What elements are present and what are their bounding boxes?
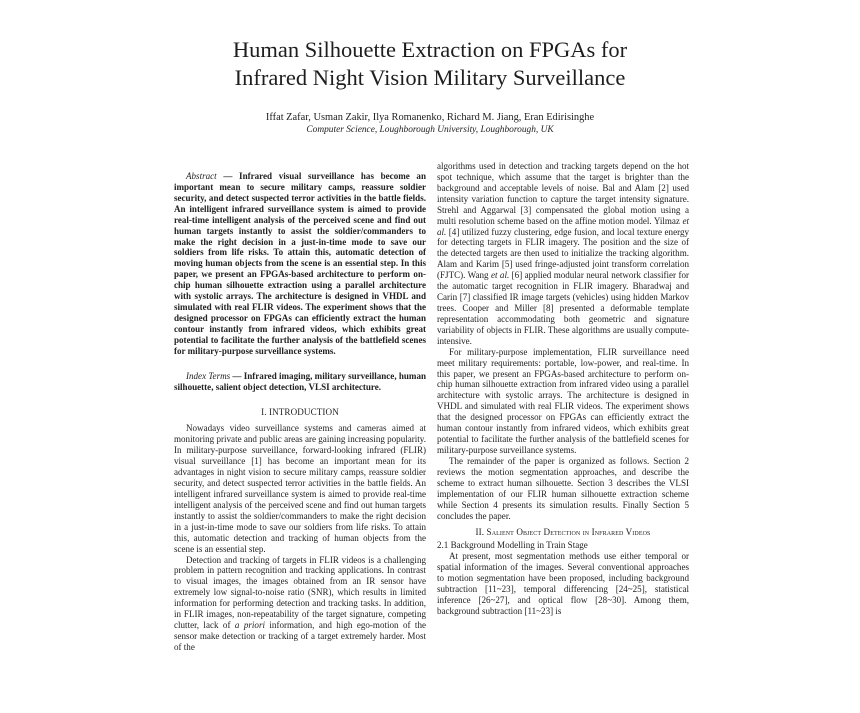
section-heading-introduction: I. INTRODUCTION — [261, 406, 339, 417]
right-column — [437, 161, 689, 617]
abstract-text: Infrared visual surveillance has become an important mean to secure military camps, reassure soldier security, and detect suspected terror activities in the battle fields. An intelligent infrared surveillance system is aimed to provide real-time intelligent analysis of the perceived scene and find out human targets instantly to assist the soldier/commanders to make the right decision in a just-in-time mode to save our soldiers from life risks. To attain this, automatic detection of moving human objects from the scene is an essential step. In this paper, we present an FPGAs-based architecture to perform on-chip human silhouette extraction using a parallel architecture with systolic arrays. The architecture is designed in VHDL and simulated with real FLIR videos. The experiment shows that the designed processor on FPGAs can efficiently extract the human contour instantly from infrared videos, which exhibits great potential to facilitate the further analysis of the battlefield scenes for military-purpose surveillance systems. — [174, 171, 426, 356]
index-terms — [174, 371, 426, 393]
paper-title — [150, 36, 710, 92]
subsection-heading-background-modelling: 2.1 Background Modelling in Train Stage — [437, 540, 588, 551]
intro-paragraph-2: Detection and tracking of targets in FLIR videos is a challenging problem in pattern recognition and tracking applications. In contrast to visual images, the images obtained from an IR sensor have extremely low signal-to-noise ratio (SNR), which results in limited information for performing detection and tracking tasks. In addition, in FLIR images, non-repeatability of the target signature, competing clutter, lack of a priori information, and high ego-motion of the sensor make detection or tracking of a target extremely harder. Most of the — [174, 554, 426, 652]
left-column — [174, 171, 426, 653]
section-heading-salient-object-detection: II. Salient Object Detection in Infrared Videos — [475, 527, 651, 538]
abstract-dash: — — [216, 171, 240, 181]
author-list: Iffat Zafar, Usman Zakir, Ilya Romanenko, Richard M. Jiang, Eran Edirisinghe — [265, 112, 595, 123]
abstract — [174, 171, 426, 357]
contribution-paragraph: For military-purpose implementation, FLIR surveillance need meet military requirements: portable, low-power, and real-time. In this paper, we present an FPGAs-based architecture to perform on-chip human silhouette extraction from infrared video using a parallel architecture with systolic arrays. The architecture is designed in VHDL and simulated with real FLIR videos. The experiment shows that the designed processor on FPGAs can efficiently extract the human contour instantly from infrared videos, which exhibits great potential to facilitate the further analysis of the battlefield scenes for military-purpose surveillance systems. — [437, 346, 689, 455]
abstract-label: Abstract — [186, 171, 217, 181]
index-terms-label: Index Terms — [186, 370, 231, 381]
title-line-2: Infrared Night Vision Military Surveillance — [234, 65, 626, 90]
organization-paragraph: The remainder of the paper is organized as follows. Section 2 reviews the motion segmentation approaches, and describe the scheme to extract human silhouette. Section 3 describes the VLSI implementation of our FLIR human silhouette extraction scheme while Section 4 presents its simulation results. Finally Section 5 concludes the paper. — [437, 455, 689, 521]
index-terms-text: — Infrared imaging, military surveillance, human silhouette, salient object detection, VLSI architecture. — [174, 370, 427, 392]
title-line-1: Human Silhouette Extraction on FPGAs for — [232, 37, 628, 62]
affiliation: Computer Science, Loughborough University, Loughborough, UK — [306, 125, 554, 135]
related-work-paragraph: algorithms used in detection and tracking targets depend on the hot spot technique, which assume that the target is brighter than the background and acceptable levels of noise. Bal and Alam [2] used intensity variation function to capture the target intensity signature. Strehl and Aggarwal [3] compensated the global motion using a multi resolution scheme based on the affine motion model. Yilmaz et al. [4] utilized fuzzy clustering, edge fusion, and local texture energy for detecting targets in FLIR imagery. The position and the size of the detected targets are then used to initialize the tracking algorithm. Alam and Karim [5] used fringe-adjusted joint transform correlation (FJTC). Wang et al. [6] applied modular neural network classifier for the automatic target recognition in FLIR imagery. Bharadwaj and Carin [7] classified IR image targets (vehicles) using hidden Markov trees. Cooper and Miller [8] presented a deformable template representation accommodating both geometric and signature variability of objects in FLIR. These algorithms are usually compute-intensive. — [437, 161, 689, 346]
intro-paragraph-1: Nowadays video surveillance systems and cameras aimed at monitoring private and public areas are gaining increasing popularity. In military-purpose surveillance, forward-looking infrared (FLIR) visual surveillance [1] has become an important mean for its advantages in night vision to secure military camps, reassure soldier security, and detect suspected terror activities in the battle fields. An intelligent infrared surveillance system is aimed to provide real-time intelligent analysis of the perceived scene and find out human targets instantly to assist the soldier/commanders to make the right decision in a just-in-time mode to save our soldiers from life risks. To attain this, automatic detection and tracking of human objects from the scene is an essential step. — [174, 423, 426, 554]
segmentation-paragraph: At present, most segmentation methods use either temporal or spatial information of the images. Several conventional approaches to motion segmentation have been proposed, including background subtraction [11~23], temporal differencing [24~25], statistical inference [26~27], and optical flow [28~30]. Among them, background subtraction [11~23] is — [437, 551, 689, 616]
